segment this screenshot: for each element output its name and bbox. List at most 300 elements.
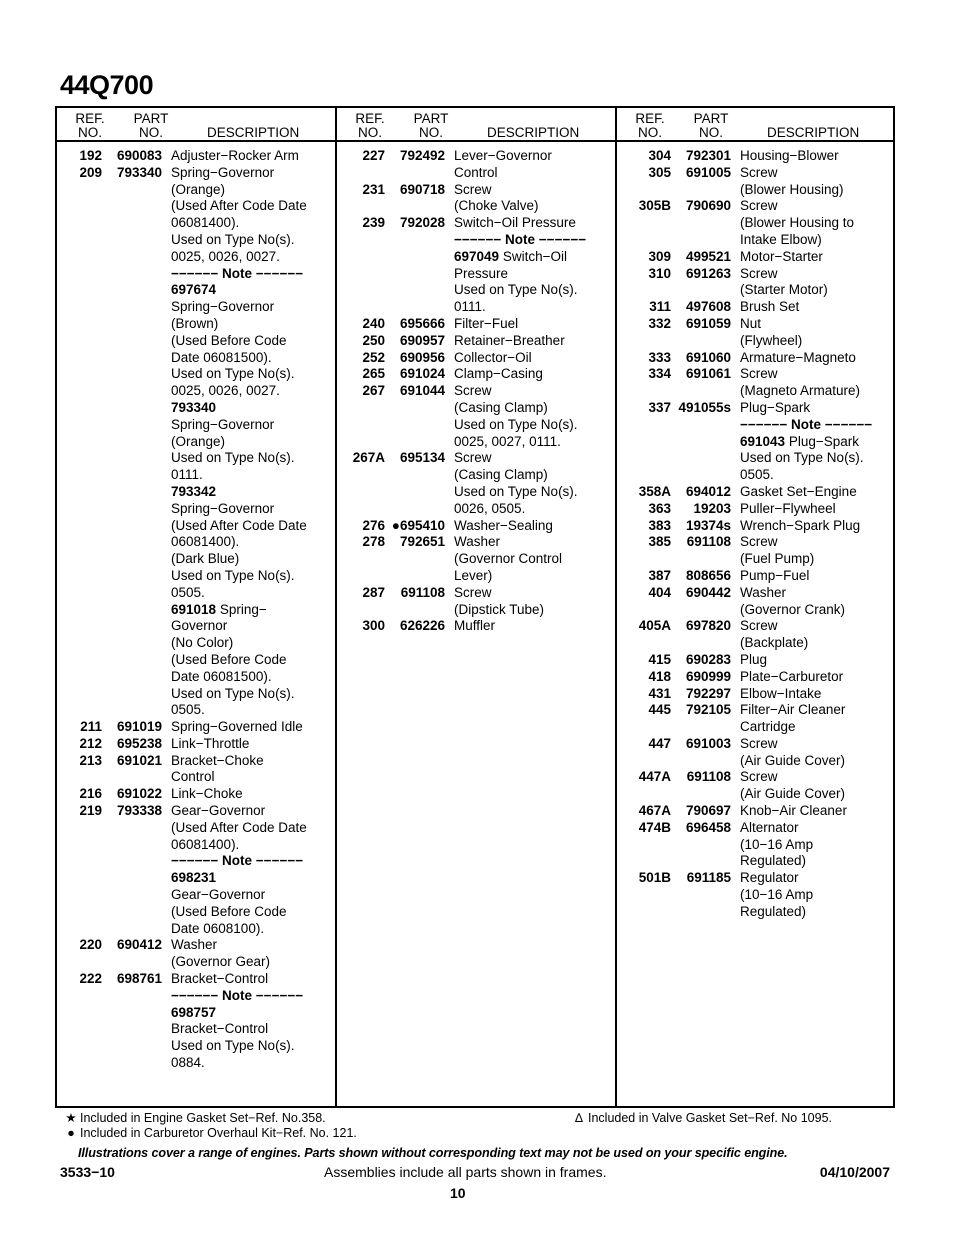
part-description <box>731 266 890 300</box>
part-description <box>731 534 890 568</box>
ref-number: 265 <box>362 366 385 382</box>
ref-number: 415 <box>648 651 671 667</box>
part-description <box>162 937 321 971</box>
footnote-text: Included in Engine Gasket Set−Ref. No.358. <box>80 1111 326 1125</box>
description-line: Pump−Fuel <box>740 567 810 583</box>
description-line: Intake Elbow) <box>740 231 822 247</box>
header-rule <box>57 140 893 142</box>
description-line: Used on Type No(s). <box>171 685 295 701</box>
description-line: 0505. <box>171 584 205 600</box>
description-line: Armature−Magneto <box>740 349 856 365</box>
description-line: Screw <box>740 366 778 382</box>
part-row <box>327 366 604 383</box>
part-row <box>613 198 890 248</box>
part-row <box>44 803 321 937</box>
part-row <box>613 266 890 300</box>
description-line: (Used After Code Date <box>171 198 307 214</box>
part-number: 694012 <box>685 483 731 499</box>
description-line: −−−−−− Note −−−−−− <box>171 265 304 281</box>
ref-number: 467A <box>638 803 671 819</box>
part-description <box>445 585 604 619</box>
part-row <box>613 803 890 820</box>
part-row <box>327 316 604 333</box>
part-description <box>731 736 890 770</box>
description-line: Date 06081500). <box>171 668 272 684</box>
ref-number: 305B <box>638 198 671 214</box>
ref-number: 231 <box>362 181 385 197</box>
part-row <box>613 501 890 518</box>
part-description <box>731 198 890 248</box>
part-description <box>162 753 321 787</box>
part-row <box>44 971 321 1072</box>
description-line: (Orange) <box>171 433 226 449</box>
description-line: 0025, 0026, 0027. <box>171 383 280 399</box>
description-line: 697674 <box>171 282 217 298</box>
part-row <box>613 870 890 920</box>
part-number: 691108 <box>686 534 731 550</box>
description-line: Bracket−Control <box>171 1021 269 1037</box>
part-number: 792301 <box>685 148 731 163</box>
description-line: (Used Before Code <box>171 903 287 919</box>
description-line: Date 06081500). <box>171 349 272 365</box>
description-line: (No Color) <box>171 635 234 651</box>
assembly-note: Assemblies include all parts shown in frames. <box>324 1164 607 1180</box>
description-line: (Governor Gear) <box>171 954 271 970</box>
description-line: 0026, 0505. <box>454 500 526 516</box>
part-description <box>731 148 890 165</box>
description-line <box>740 434 890 451</box>
description-line: Gear−Governor <box>171 803 266 819</box>
ref-number: 431 <box>648 685 671 701</box>
part-row <box>44 148 321 165</box>
description-line: Used on Type No(s). <box>171 366 295 382</box>
ref-number: 267A <box>352 450 385 466</box>
part-row <box>613 702 890 736</box>
part-number: 691185 <box>686 870 731 886</box>
description-line: Used on Type No(s). <box>454 416 578 432</box>
description-line: 0025, 0026, 0027. <box>171 248 280 264</box>
ref-number: 240 <box>362 315 385 331</box>
footnote <box>62 1126 357 1141</box>
part-number: 19203 <box>693 500 731 516</box>
description-line: Screw <box>740 618 778 634</box>
part-row <box>44 736 321 753</box>
part-description <box>445 618 604 635</box>
part-number: 793340 <box>116 164 162 180</box>
ref-number: 363 <box>648 500 671 516</box>
description-line: Used on Type No(s). <box>171 567 295 583</box>
description-line: Cartridge <box>740 719 796 735</box>
part-number: 690957 <box>399 332 445 348</box>
part-description <box>731 568 890 585</box>
ref-number: 385 <box>648 534 671 550</box>
description-line: Gear−Governor <box>171 887 266 903</box>
description-line: Switch−Oil Pressure <box>454 215 576 231</box>
description-line: Screw <box>454 383 492 399</box>
description-line: Screw <box>740 534 778 550</box>
part-description <box>731 316 890 350</box>
ref-number: 309 <box>648 248 671 264</box>
footnotes-right <box>570 1111 832 1126</box>
description-line: (10−16 Amp <box>740 887 814 903</box>
ref-header-line: REF. <box>635 111 665 126</box>
description-line: 793342 <box>171 483 217 499</box>
ref-number: 447 <box>648 735 671 751</box>
part-description <box>445 518 604 535</box>
part-number: 792492 <box>399 148 445 163</box>
part-description <box>162 719 321 736</box>
part-number: 690442 <box>685 584 731 600</box>
description-line: (Casing Clamp) <box>454 467 548 483</box>
description-line: Muffler <box>454 618 496 634</box>
part-number: 792028 <box>399 215 445 231</box>
ref-header-line: NO. <box>637 125 662 140</box>
description-line: 0025, 0027, 0111. <box>454 433 561 449</box>
description-line <box>454 249 604 266</box>
part-description <box>731 299 890 316</box>
description-line: Control <box>171 769 215 785</box>
part-row <box>44 719 321 736</box>
part-row <box>327 585 604 619</box>
description-line: 793340 <box>171 399 217 415</box>
part-number: 808656 <box>685 567 731 583</box>
description-line: Bracket−Control <box>171 971 269 987</box>
part-number: 690412 <box>116 937 162 953</box>
part-number: 691005 <box>685 164 731 180</box>
part-description <box>731 518 890 535</box>
description-line: (Used Before Code <box>171 651 287 667</box>
ref-number: 304 <box>648 148 671 163</box>
ref-number: 211 <box>80 719 102 735</box>
part-description <box>731 350 890 367</box>
description-line: Plug <box>740 651 768 667</box>
description-line: Used on Type No(s). <box>740 450 864 466</box>
description-line: (Backplate) <box>740 635 809 651</box>
part-description <box>731 870 890 920</box>
description-header: DESCRIPTION <box>207 125 300 140</box>
part-row <box>613 249 890 266</box>
part-description <box>731 618 890 652</box>
description-line: Used on Type No(s). <box>171 1038 295 1054</box>
ref-number: 358A <box>638 483 671 499</box>
footnote-symbol: ∆ <box>575 1111 583 1125</box>
part-number: 698761 <box>116 971 162 987</box>
description-line: 06081400). <box>171 534 240 550</box>
description-line: Used on Type No(s). <box>171 231 295 247</box>
part-number: 690283 <box>685 651 731 667</box>
ref-number: 213 <box>79 752 102 768</box>
alt-part-description: Plug−Spark <box>785 433 859 449</box>
part-number: 793338 <box>116 803 162 819</box>
part-description <box>731 366 890 400</box>
ref-number: 383 <box>648 517 671 533</box>
description-line: Used on Type No(s). <box>454 282 578 298</box>
part-number: 491055s <box>678 399 731 415</box>
ref-number: 474B <box>638 819 671 835</box>
ref-number: 501B <box>638 870 671 886</box>
description-line: Housing−Blower <box>740 148 839 163</box>
ref-number: 311 <box>649 299 671 315</box>
description-line: (Fuel Pump) <box>740 551 815 567</box>
part-number: 695238 <box>116 735 162 751</box>
part-number: 691044 <box>399 383 445 399</box>
part-description <box>445 215 604 316</box>
ref-number: 333 <box>648 349 671 365</box>
description-line: (Magneto Armature) <box>740 383 861 399</box>
description-line: Link−Throttle <box>171 735 250 751</box>
part-description <box>445 534 604 584</box>
description-line: 06081400). <box>171 215 240 231</box>
description-line: Screw <box>454 181 492 197</box>
part-row <box>327 350 604 367</box>
part-description <box>445 316 604 333</box>
alt-part-number: 697049 <box>454 248 500 264</box>
part-row <box>613 568 890 585</box>
part-number: 690718 <box>399 181 445 197</box>
document-date: 04/10/2007 <box>819 1164 890 1180</box>
part-number: 690956 <box>399 349 445 365</box>
part-description <box>731 702 890 736</box>
description-line: Knob−Air Cleaner <box>740 803 847 819</box>
part-number: 691003 <box>685 735 731 751</box>
part-row <box>613 686 890 703</box>
ref-number: 337 <box>648 399 671 415</box>
description-line: Screw <box>740 164 778 180</box>
part-no-header <box>129 112 173 140</box>
part-number: 691108 <box>686 769 731 785</box>
part-row <box>613 518 890 535</box>
description-line: (Dark Blue) <box>171 551 240 567</box>
part-number: 695134 <box>399 450 445 466</box>
part-number: 792651 <box>399 534 445 550</box>
part-description <box>445 333 604 350</box>
part-header-line: PART <box>413 111 449 126</box>
description-line: Clamp−Casing <box>454 366 543 382</box>
part-number: 697820 <box>685 618 731 634</box>
ref-header-line: NO. <box>77 125 102 140</box>
part-row <box>327 534 604 584</box>
ref-header-line: REF. <box>355 111 385 126</box>
part-row <box>613 400 890 484</box>
alt-part-description: Spring− <box>216 601 267 617</box>
description-line: Screw <box>740 198 778 214</box>
page-number: 10 <box>450 1185 466 1201</box>
description-line: Spring−Governed Idle <box>171 719 303 735</box>
part-header-line: PART <box>133 111 169 126</box>
footnote-text: Included in Carburetor Overhaul Kit−Ref. No. 121. <box>80 1125 357 1140</box>
alt-part-number: 691018 <box>171 601 217 617</box>
description-line: Gasket Set−Engine <box>740 483 857 499</box>
part-description <box>731 669 890 686</box>
part-row <box>613 316 890 350</box>
description-line: Puller−Flywheel <box>740 500 836 516</box>
ref-header-line: REF. <box>75 111 105 126</box>
ref-number: 387 <box>648 567 671 583</box>
part-description <box>731 484 890 501</box>
disclaimer-note: Illustrations cover a range of engines. Parts shown without corresponding text may not be used on your specific engine. <box>78 1146 788 1160</box>
ref-number: 252 <box>362 349 385 365</box>
part-row <box>327 182 604 216</box>
part-number: 696458 <box>685 819 731 835</box>
description-line: 0505. <box>740 467 774 483</box>
description-line: Plate−Carburetor <box>740 668 844 684</box>
part-number: 790690 <box>685 198 731 214</box>
part-row <box>613 350 890 367</box>
parts-column-2 <box>327 148 604 635</box>
description-line: Adjuster−Rocker Arm <box>171 148 299 163</box>
part-description <box>445 366 604 383</box>
part-description <box>162 165 321 719</box>
ref-number: 222 <box>79 971 102 987</box>
description-line: 0884. <box>171 1055 205 1071</box>
ref-number: 220 <box>79 937 102 953</box>
part-description <box>445 350 604 367</box>
part-number: 690083 <box>116 148 162 163</box>
part-row <box>44 937 321 971</box>
description-line: Motor−Starter <box>740 248 823 264</box>
part-header-line: NO. <box>698 125 723 140</box>
description-line: Washer <box>454 534 501 550</box>
description-line: Link−Choke <box>171 786 243 802</box>
part-row <box>613 769 890 803</box>
part-description <box>445 182 604 216</box>
ref-number: 278 <box>362 534 385 550</box>
part-row <box>44 753 321 787</box>
part-description <box>731 585 890 619</box>
part-row <box>327 333 604 350</box>
part-number: 497608 <box>685 299 731 315</box>
part-number: 792297 <box>685 685 731 701</box>
description-line: Filter−Air Cleaner <box>740 702 846 718</box>
footnote <box>62 1111 357 1126</box>
description-line: 0111. <box>171 467 203 483</box>
part-number: 792105 <box>685 702 731 718</box>
description-line: (Flywheel) <box>740 332 803 348</box>
part-description <box>162 803 321 937</box>
description-line: Bracket−Choke <box>171 752 264 768</box>
description-line: 698231 <box>171 870 217 886</box>
part-description <box>731 249 890 266</box>
part-description <box>445 148 604 182</box>
description-line: (Governor Control <box>454 551 563 567</box>
description-line: (Dipstick Tube) <box>454 601 545 617</box>
part-number: 790697 <box>685 803 731 819</box>
description-line: (Orange) <box>171 181 226 197</box>
ref-number: 404 <box>648 584 671 600</box>
part-description <box>162 786 321 803</box>
description-line: Regulated) <box>740 853 807 869</box>
description-line: (Air Guide Cover) <box>740 786 846 802</box>
description-line: Lever) <box>454 567 493 583</box>
part-row <box>44 165 321 719</box>
description-line: (Starter Motor) <box>740 282 828 298</box>
part-description <box>162 148 321 165</box>
part-row <box>327 618 604 635</box>
part-description <box>731 686 890 703</box>
part-number: 691019 <box>116 719 162 735</box>
part-number: 695666 <box>399 315 445 331</box>
part-header-line: NO. <box>418 125 443 140</box>
description-header: DESCRIPTION <box>767 125 860 140</box>
description-line: Washer <box>740 584 787 600</box>
part-number: 690999 <box>685 668 731 684</box>
part-row <box>613 652 890 669</box>
description-line: Spring−Governor <box>171 164 275 180</box>
description-line: 0505. <box>171 702 205 718</box>
ref-number: 305 <box>648 164 671 180</box>
description-line: (Casing Clamp) <box>454 399 548 415</box>
parts-table <box>55 106 895 1108</box>
part-number: 626226 <box>399 618 445 634</box>
description-line: Plug−Spark <box>740 399 811 415</box>
description-line: −−−−−− Note −−−−−− <box>740 416 873 432</box>
ref-no-header <box>73 112 107 140</box>
description-line: (Blower Housing to <box>740 215 855 231</box>
description-line: Regulator <box>740 870 799 886</box>
footnote-symbol: ★ <box>65 1111 77 1125</box>
part-number: 691021 <box>116 752 162 768</box>
description-line: (10−16 Amp <box>740 836 814 852</box>
part-row <box>613 736 890 770</box>
description-line: Collector−Oil <box>454 349 532 365</box>
part-header-line: PART <box>693 111 729 126</box>
ref-number: 276 <box>362 517 385 533</box>
description-line: Washer−Sealing <box>454 517 553 533</box>
description-line: −−−−−− Note −−−−−− <box>171 987 304 1003</box>
ref-no-header <box>353 112 387 140</box>
description-line: 06081400). <box>171 836 240 852</box>
description-line: (Governor Crank) <box>740 601 846 617</box>
footnote <box>570 1111 832 1126</box>
description-line: Elbow−Intake <box>740 685 822 701</box>
part-row <box>613 820 890 870</box>
description-line: Used on Type No(s). <box>171 450 295 466</box>
ref-header-line: NO. <box>357 125 382 140</box>
ref-number: 445 <box>648 702 671 718</box>
part-number: 691022 <box>116 786 162 802</box>
parts-column-3 <box>613 148 890 921</box>
description-line: Regulated) <box>740 903 807 919</box>
description-line: Screw <box>740 265 778 281</box>
description-line: Nut <box>740 315 762 331</box>
part-number: 691059 <box>685 315 731 331</box>
description-line: (Blower Housing) <box>740 181 844 197</box>
description-line: 698757 <box>171 1004 217 1020</box>
part-description <box>162 736 321 753</box>
part-header-line: NO. <box>138 125 163 140</box>
parts-column-1 <box>44 148 321 1072</box>
part-row <box>613 148 890 165</box>
part-row <box>613 299 890 316</box>
page-title: 44Q700 <box>60 70 154 100</box>
description-line: Wrench−Spark Plug <box>740 517 861 533</box>
description-line: Washer <box>171 937 218 953</box>
alt-part-number: 691043 <box>740 433 786 449</box>
description-line <box>171 602 321 619</box>
footnotes-left <box>62 1111 357 1140</box>
part-row <box>613 165 890 199</box>
ref-number: 239 <box>362 215 385 231</box>
ref-number: 332 <box>648 315 671 331</box>
footnote-symbol: ● <box>67 1125 75 1140</box>
ref-number: 334 <box>648 366 671 382</box>
description-line: Lever−Governor <box>454 148 552 163</box>
description-line: Pressure <box>454 265 509 281</box>
part-number: 19374s <box>685 517 731 533</box>
part-row <box>327 148 604 182</box>
part-row <box>613 366 890 400</box>
part-number: 691060 <box>685 349 731 365</box>
